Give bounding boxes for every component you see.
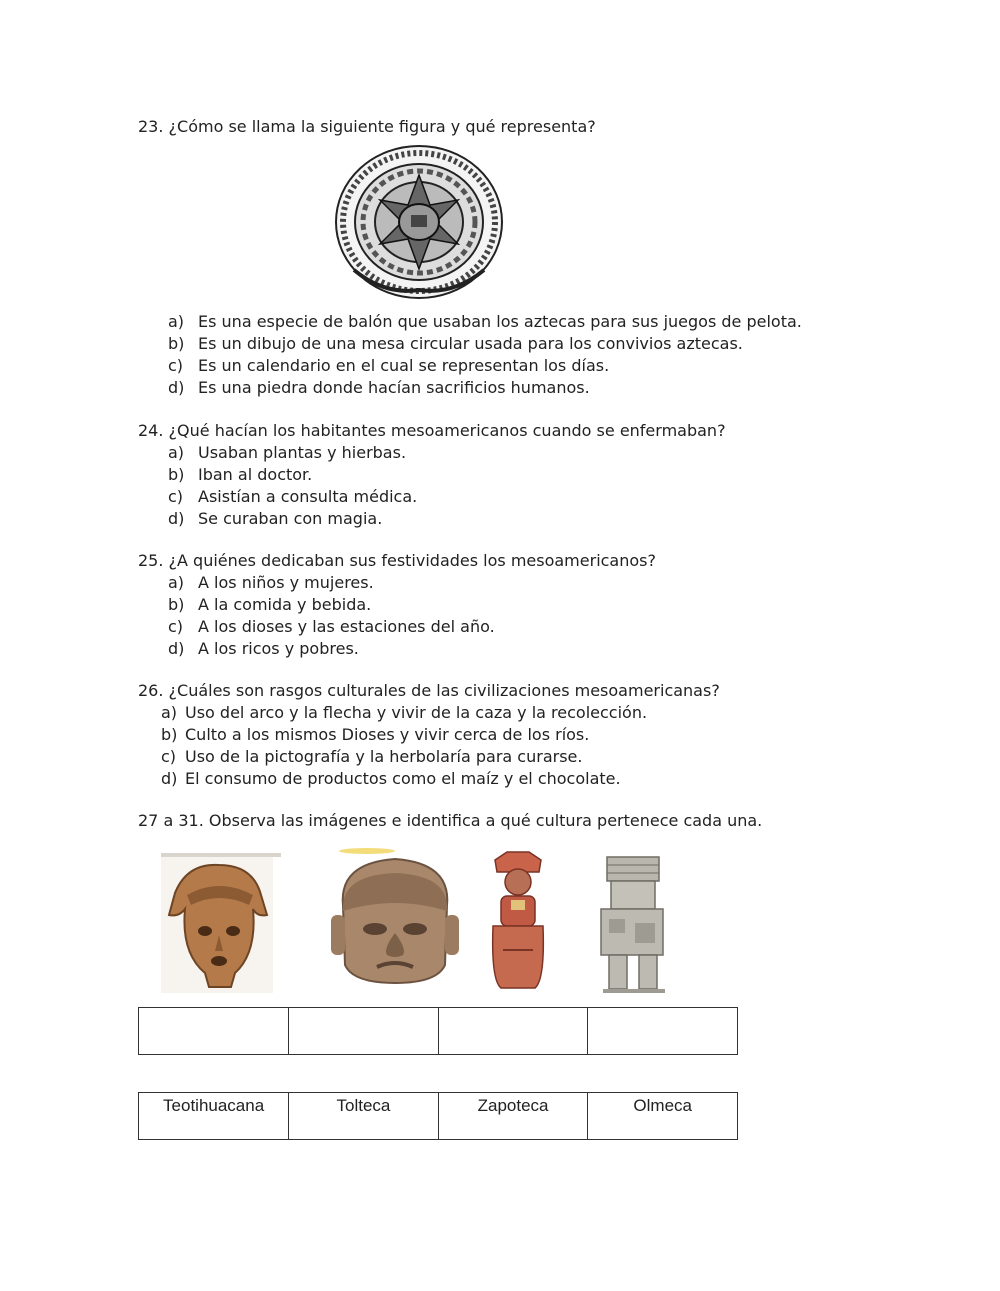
q23-option-a[interactable]: a) Es una especie de balón que usaban los aztecas para sus juegos de pelota. (168, 312, 802, 331)
answer-cell-2[interactable] (288, 1008, 438, 1055)
culture-option-tolteca[interactable]: Tolteca (289, 1093, 438, 1140)
olmec-head-artifact-image (325, 845, 465, 987)
answer-cell-3[interactable] (438, 1008, 588, 1055)
clay-head-artifact-image (157, 853, 285, 995)
answer-cell-4[interactable] (588, 1008, 738, 1055)
culture-option-olmeca[interactable]: Olmeca (588, 1093, 738, 1140)
q23-option-d[interactable]: d) Es una piedra donde hacían sacrificios humanos. (168, 378, 590, 397)
q24-option-b[interactable]: b) Iban al doctor. (168, 465, 313, 484)
culture-options-table (138, 1092, 738, 1140)
figurine-artifact-image (483, 850, 553, 992)
q25-option-d[interactable]: d) A los ricos y pobres. (168, 639, 359, 658)
statue-artifact-image (595, 853, 675, 995)
q24-option-a[interactable]: a) Usaban plantas y hierbas. (168, 443, 407, 462)
question-25: 25. ¿A quiénes dedicaban sus festividades los mesoamericanos? (138, 551, 656, 570)
question-26: 26. ¿Cuáles son rasgos culturales de las civilizaciones mesoamericanas? (138, 681, 720, 700)
answer-table (138, 1007, 738, 1055)
answer-cell-1[interactable] (139, 1008, 289, 1055)
q23-option-c[interactable]: c) Es un calendario en el cual se representan los días. (168, 356, 610, 375)
q24-option-c[interactable]: c) Asistían a consulta médica. (168, 487, 418, 506)
q24-option-d[interactable]: d) Se curaban con magia. (168, 509, 383, 528)
culture-option-teotihuacana[interactable]: Teotihuacana (139, 1093, 289, 1140)
q23-option-b[interactable]: b) Es un dibujo de una mesa circular usada para los convivios aztecas. (168, 334, 743, 353)
q26-option-d[interactable]: d) El consumo de productos como el maíz y el chocolate. (161, 769, 621, 788)
q25-option-b[interactable]: b) A la comida y bebida. (168, 595, 372, 614)
q26-option-a[interactable]: a) Uso del arco y la flecha y vivir de la caza y la recolección. (161, 703, 648, 722)
q25-option-c[interactable]: c) A los dioses y las estaciones del año. (168, 617, 495, 636)
question-23: 23. ¿Cómo se llama la siguiente figura y qué representa? (138, 117, 596, 136)
q25-option-a[interactable]: a) A los niños y mujeres. (168, 573, 374, 592)
question-24: 24. ¿Qué hacían los habitantes mesoamericanos cuando se enfermaban? (138, 421, 726, 440)
culture-option-zapoteca[interactable]: Zapoteca (438, 1093, 588, 1140)
aztec-calendar-image (334, 145, 504, 301)
q26-option-b[interactable]: b) Culto a los mismos Dioses y vivir cerca de los ríos. (161, 725, 590, 744)
q26-option-c[interactable]: c) Uso de la pictografía y la herbolaría para curarse. (161, 747, 583, 766)
question-27-31: 27 a 31. Observa las imágenes e identifica a qué cultura pertenece cada una. (138, 811, 763, 830)
